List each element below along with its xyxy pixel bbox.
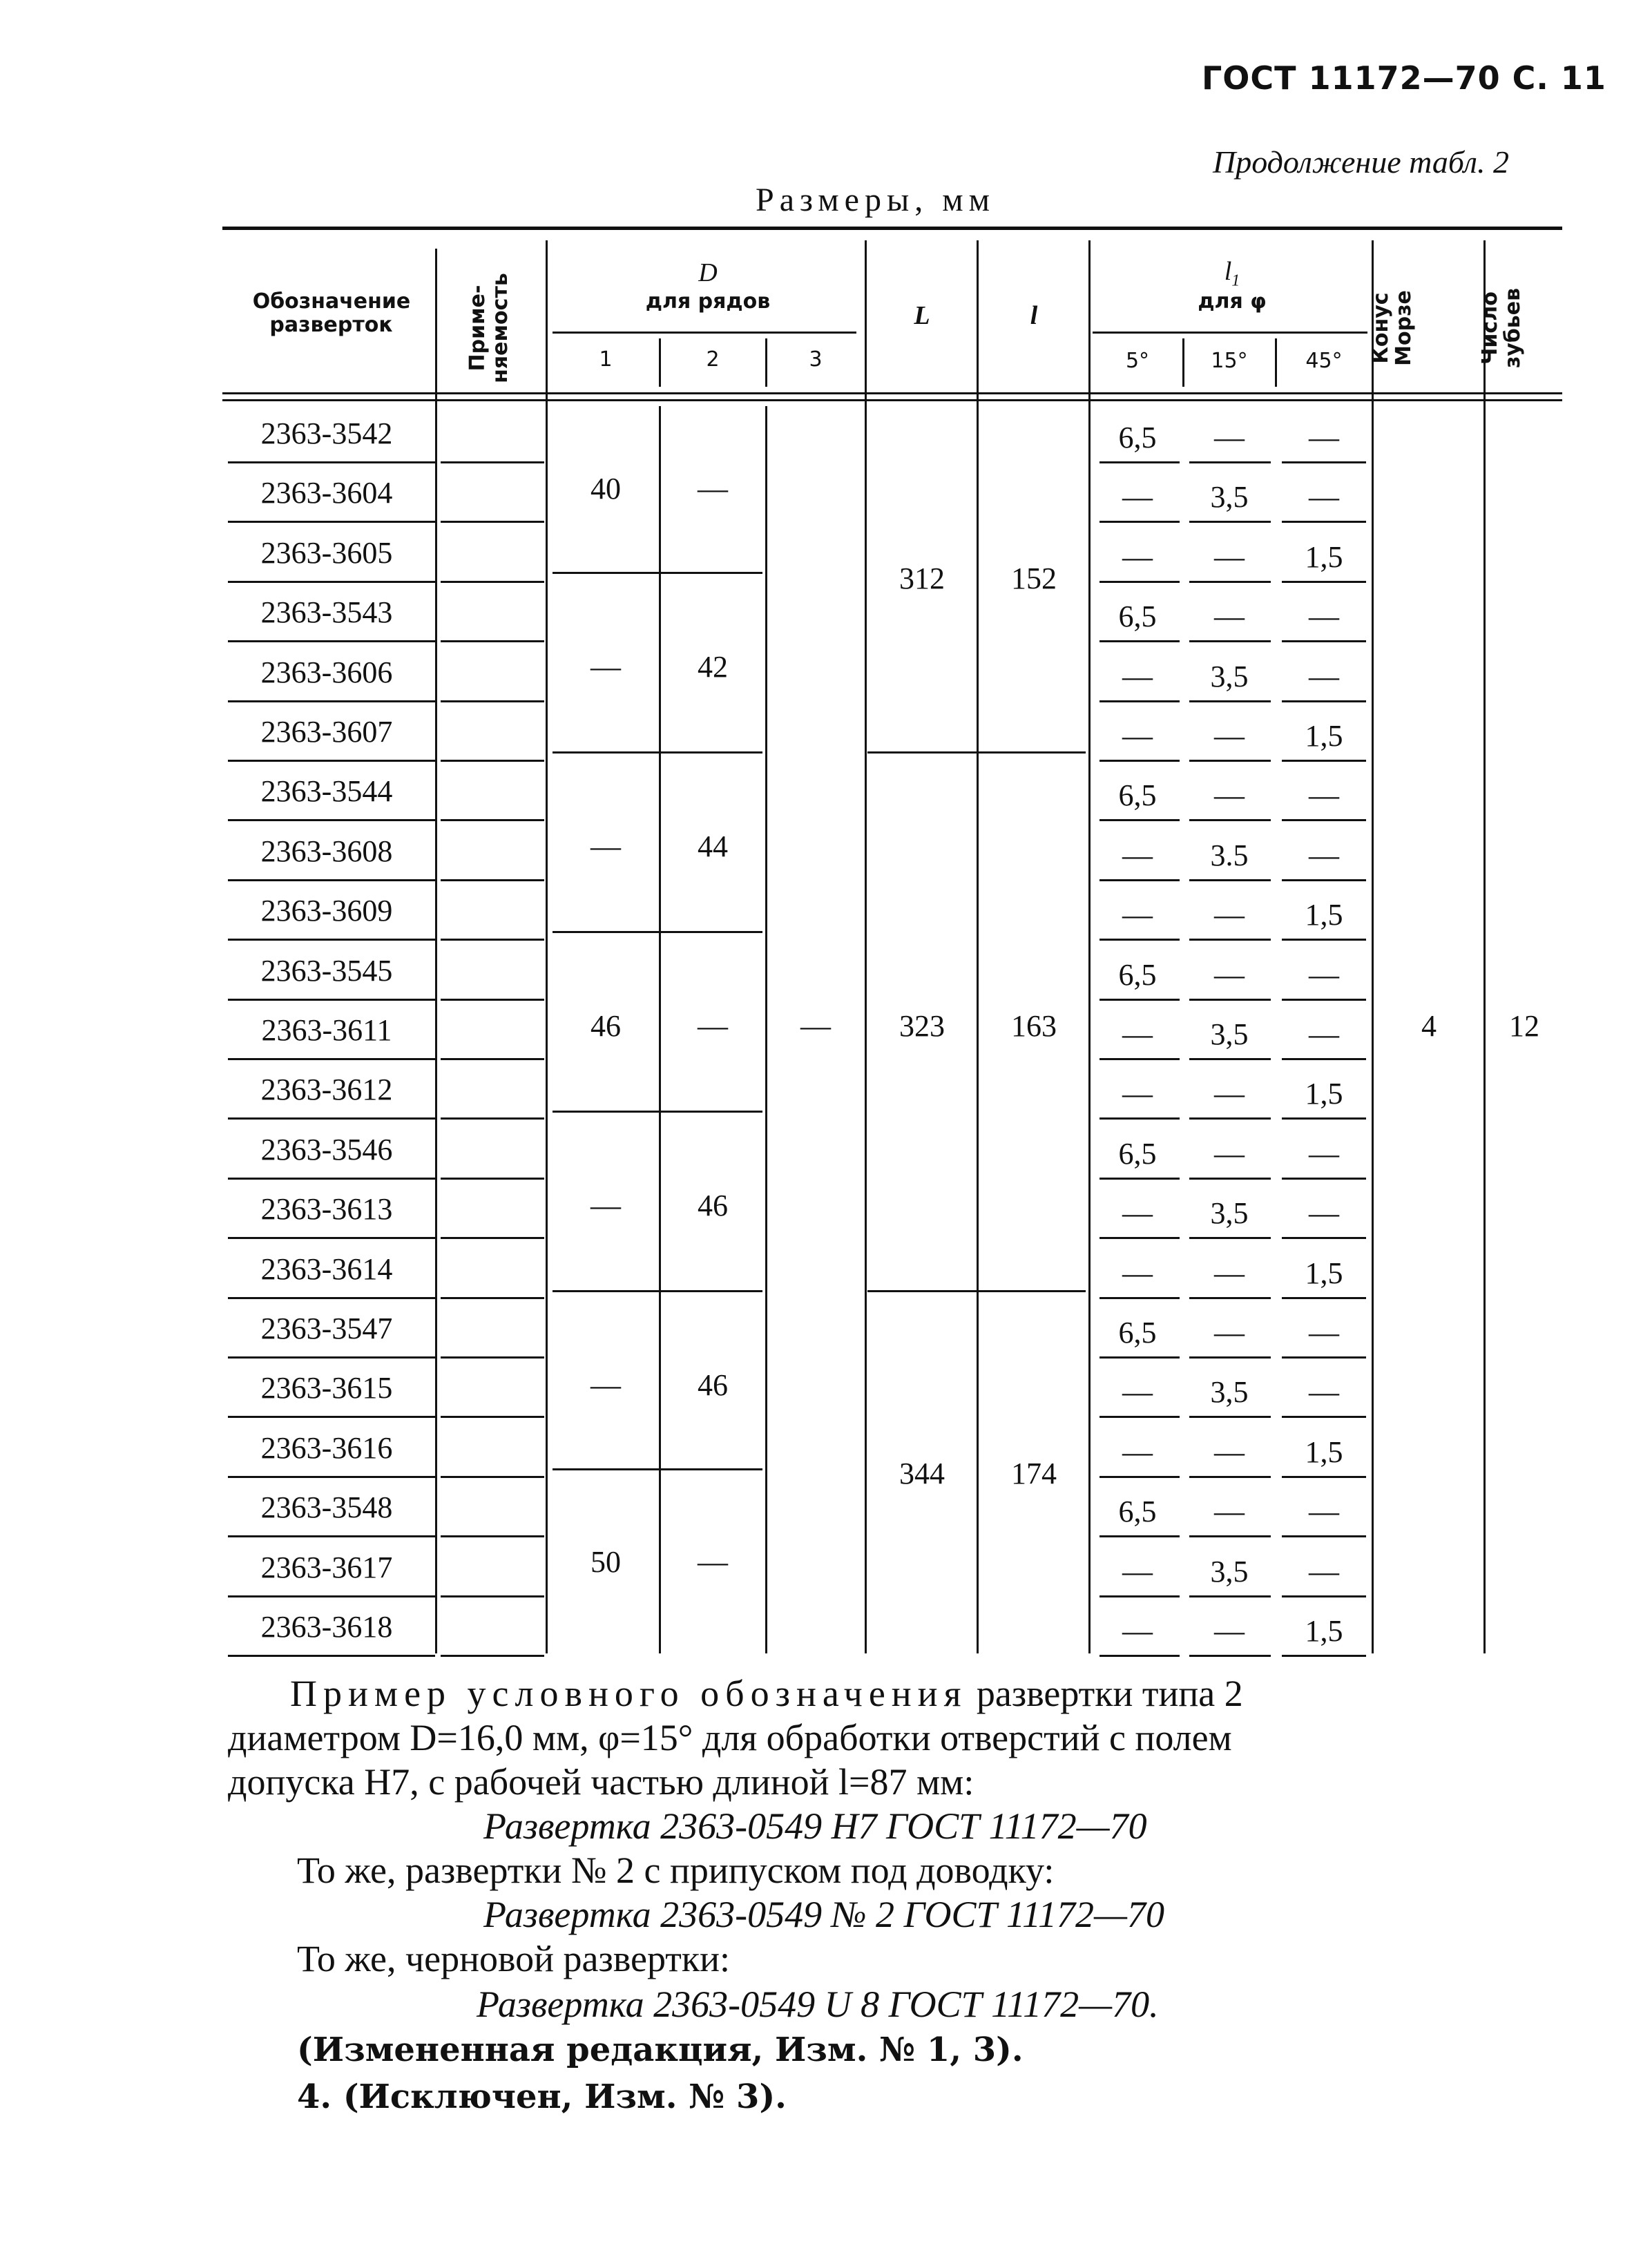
angle-15-underline: [1189, 521, 1271, 523]
header-angle-15: 15°: [1211, 349, 1248, 373]
d1-group-1: 40: [590, 472, 621, 506]
angle-45-cell: —: [1309, 778, 1339, 813]
angle-5-underline: [1099, 1655, 1180, 1657]
angle-15-underline: [1189, 1476, 1271, 1478]
angle-15-cell: —: [1214, 1077, 1245, 1111]
angle-45-cell: —: [1309, 957, 1339, 992]
angle-5-underline: [1099, 760, 1180, 762]
designation-underline: [228, 1535, 435, 1537]
designation-cell: 2363-3605: [260, 535, 393, 570]
designation-underline: [228, 1058, 435, 1060]
header-l1-letter: l: [1224, 257, 1232, 286]
angle-45-underline: [1282, 819, 1366, 821]
angle-15-cell: —: [1214, 1614, 1245, 1648]
header-bottom-rule-2: [222, 399, 1562, 401]
designation-cell: 2363-3608: [260, 834, 393, 868]
angle-5-underline: [1099, 521, 1180, 523]
designation-underline: [228, 1476, 435, 1478]
angle-5-cell: —: [1122, 480, 1153, 515]
angle-5-cell: —: [1122, 1375, 1153, 1410]
applicability-underline: [441, 1476, 544, 1478]
angle-45-underline: [1282, 1655, 1366, 1657]
angle-15-cell: 3,5: [1210, 1375, 1249, 1410]
applicability-underline: [441, 1416, 544, 1418]
teeth-value: 12: [1509, 1009, 1539, 1043]
angle-15-cell: —: [1214, 778, 1245, 813]
angle-45-underline: [1282, 700, 1366, 702]
angle-15-underline: [1189, 700, 1271, 702]
angle-15-underline: [1189, 879, 1271, 881]
designation-cell: 2363-3547: [260, 1312, 393, 1345]
col-sep-L: [977, 240, 979, 1653]
d-group-rule-1: [553, 572, 762, 574]
angle-15-cell: —: [1214, 719, 1245, 753]
designation-cell: 2363-3613: [260, 1192, 393, 1227]
angle-15-cell: —: [1214, 898, 1245, 932]
header-designation: Обозначение развертоκ: [252, 289, 411, 337]
angle-45-underline: [1282, 939, 1366, 941]
angle-5-cell: 6,5: [1118, 421, 1157, 454]
designation-underline: [228, 640, 435, 642]
applicability-underline: [441, 879, 544, 881]
angle-5-underline: [1099, 1356, 1180, 1359]
table-continuation: Продолжение табл. 2: [1213, 144, 1509, 180]
angle-15-cell: —: [1214, 1434, 1245, 1469]
designation-example-1: Развертка 2363-0549 H7 ГОСТ 11172—70: [483, 1805, 1147, 1847]
example-line-3: допуска H7, с рабочей частью длиной l=87 мм:: [228, 1761, 974, 1803]
designation-underline: [228, 521, 435, 523]
header-L: L: [914, 301, 930, 330]
header-morse: [1370, 259, 1418, 397]
amendment-note: (Измененная редакция, Изм. № 1, 3).: [297, 2031, 1024, 2069]
angle-5-underline: [1099, 999, 1180, 1001]
angle-5-cell: —: [1122, 1256, 1153, 1290]
angle-5-cell: 6,5: [1118, 778, 1157, 813]
angle-45-underline: [1282, 1356, 1366, 1359]
d1-group-4: 46: [590, 1009, 621, 1043]
designation-underline: [228, 1655, 435, 1657]
d1-group-2: —: [590, 650, 621, 684]
angle-15-underline: [1189, 581, 1271, 583]
angle-45-cell: 1,5: [1305, 1614, 1343, 1648]
d2-group-5: 46: [698, 1189, 728, 1222]
angle-5-cell: —: [1122, 539, 1153, 574]
applicability-underline: [441, 760, 544, 762]
angle-15-underline: [1189, 939, 1271, 941]
angle-45-underline: [1282, 760, 1366, 762]
angle-45-cell: —: [1309, 659, 1339, 693]
angle-15-cell: —: [1214, 957, 1245, 992]
d2-group-1: —: [698, 472, 728, 506]
angle-15-cell: —: [1214, 1495, 1245, 1529]
same-note-2: То же, черновой развертки:: [297, 1938, 731, 1979]
angle-45-underline: [1282, 461, 1366, 463]
d1-group-7: 50: [590, 1545, 621, 1579]
applicability-underline: [441, 640, 544, 642]
angle-45-cell: —: [1309, 1375, 1339, 1410]
designation-cell: 2363-3542: [260, 416, 393, 450]
designation-example-3: Развертка 2363-0549 U 8 ГОСТ 11172—70.: [477, 1984, 1159, 2025]
col-sep-designation: [435, 249, 437, 1653]
d2-group-6: 46: [698, 1368, 728, 1402]
d-group-rule-6: [553, 1468, 762, 1470]
angle-5-underline: [1099, 1535, 1180, 1537]
angle-45-cell: —: [1309, 599, 1339, 634]
angle-15-cell: 3,5: [1210, 1196, 1249, 1231]
header-applicability: [466, 224, 515, 432]
d-group-rule-4: [553, 1111, 762, 1113]
designation-example-2: Развертка 2363-0549 № 2 ГОСТ 11172—70: [483, 1894, 1165, 1935]
l1-subheader-rule: [1093, 332, 1367, 334]
example-line-2: диаметром D=16,0 мм, φ=15° для обработки отверстий с полем: [228, 1717, 1232, 1758]
col-sep-applicability: [546, 240, 548, 1653]
angle-5-cell: —: [1122, 719, 1153, 753]
excluded-note: 4. (Исключен, Изм. № 3).: [297, 2077, 787, 2116]
designation-underline: [228, 1356, 435, 1359]
header-d-sub: для рядов: [645, 289, 771, 314]
header-l1-sub: для φ: [1198, 289, 1267, 314]
applicability-underline: [441, 521, 544, 523]
d1-group-3: —: [590, 829, 621, 863]
applicability-underline: [441, 1117, 544, 1120]
designation-cell: 2363-3544: [260, 774, 393, 809]
designation-underline: [228, 700, 435, 702]
angle-45-underline: [1282, 640, 1366, 642]
angle-45-cell: —: [1309, 1554, 1339, 1588]
angle-15-underline: [1189, 1297, 1271, 1299]
designation-cell: 2363-3543: [260, 595, 393, 630]
angle-5-cell: 6,5: [1118, 1495, 1157, 1529]
angle-45-underline: [1282, 1595, 1366, 1597]
angle-15-underline: [1189, 1237, 1271, 1239]
angle-45-cell: —: [1309, 421, 1339, 454]
example-line-1: [290, 1671, 1243, 1716]
angle-15-underline: [1189, 760, 1271, 762]
angle-5-underline: [1099, 879, 1180, 881]
applicability-underline: [441, 700, 544, 702]
L-group-3: 344: [899, 1457, 945, 1490]
angle-45-underline: [1282, 879, 1366, 881]
header-l1-index: 1: [1231, 271, 1240, 290]
angle-5-cell: —: [1122, 1077, 1153, 1111]
angle-15-underline: [1189, 1178, 1271, 1180]
designation-underline: [228, 760, 435, 762]
angle-45-underline: [1282, 1117, 1366, 1120]
designation-cell: 2363-3545: [260, 953, 393, 988]
designation-underline: [228, 1595, 435, 1597]
designation-underline: [228, 1117, 435, 1120]
example-lead: Пример условного обозначения: [290, 1673, 968, 1714]
designation-cell: 2363-3616: [260, 1430, 393, 1465]
applicability-underline: [441, 1595, 544, 1597]
designation-cell: 2363-3606: [260, 655, 393, 689]
angle-5-underline: [1099, 1058, 1180, 1060]
units-caption: Размеры, мм: [756, 182, 995, 218]
designation-underline: [228, 1416, 435, 1418]
angle-15-underline: [1189, 1655, 1271, 1657]
designation-cell: 2363-3604: [260, 476, 393, 510]
header-angle-45: 45°: [1305, 349, 1343, 373]
applicability-underline: [441, 461, 544, 463]
applicability-underline: [441, 1655, 544, 1657]
angle-45-cell: 1,5: [1305, 1434, 1343, 1469]
angle-45-cell: —: [1309, 1196, 1339, 1231]
angle-5-cell: —: [1122, 1554, 1153, 1588]
angle-5-underline: [1099, 1297, 1180, 1299]
designation-underline: [228, 581, 435, 583]
angle-45-underline: [1282, 999, 1366, 1001]
angle-5-underline: [1099, 939, 1180, 941]
applicability-underline: [441, 1356, 544, 1359]
angle-45-underline: [1282, 1237, 1366, 1239]
angle-5-cell: 6,5: [1118, 1136, 1157, 1171]
angle-45-underline: [1282, 581, 1366, 583]
angle-15-underline: [1189, 1595, 1271, 1597]
angle-45-underline: [1282, 1178, 1366, 1180]
designation-underline: [228, 1237, 435, 1239]
designation-cell: 2363-3609: [260, 894, 393, 928]
angle-5-cell: 6,5: [1118, 1316, 1157, 1350]
header-row-3: 3: [809, 347, 823, 372]
d2-group-7: —: [698, 1545, 728, 1579]
angle-45-underline: [1282, 1297, 1366, 1299]
header-bottom-rule-1: [222, 392, 1562, 394]
L-group-rule-1: [867, 751, 1086, 754]
designation-cell: 2363-3615: [260, 1371, 393, 1405]
applicability-underline: [441, 1237, 544, 1239]
angle-45-underline: [1282, 1535, 1366, 1537]
angle-5-underline: [1099, 1178, 1180, 1180]
designation-cell: 2363-3614: [260, 1251, 393, 1286]
angle-5-underline: [1099, 700, 1180, 702]
col-sep-d: [865, 240, 867, 1653]
angle-15-cell: —: [1214, 599, 1245, 634]
col-sep-morse: [1483, 240, 1486, 1653]
angle-15-cell: —: [1214, 539, 1245, 574]
d3-value: —: [800, 1009, 831, 1043]
applicability-underline: [441, 939, 544, 941]
angle-5-cell: —: [1122, 1196, 1153, 1231]
angle-5-underline: [1099, 819, 1180, 821]
d-group-rule-3: [553, 931, 762, 933]
angle-5-cell: —: [1122, 659, 1153, 693]
designation-underline: [228, 939, 435, 941]
d2-group-3: 44: [698, 829, 728, 863]
designation-cell: 2363-3548: [260, 1490, 393, 1525]
angle-15-underline: [1189, 1416, 1271, 1418]
angle-45-cell: —: [1309, 480, 1339, 515]
angle-15-cell: —: [1214, 421, 1245, 454]
angle-45-underline: [1282, 1416, 1366, 1418]
angle-15-underline: [1189, 461, 1271, 463]
morse-value: 4: [1421, 1009, 1437, 1043]
applicability-underline: [441, 1058, 544, 1060]
angle-45-cell: 1,5: [1305, 539, 1343, 574]
angle-15-cell: —: [1214, 1256, 1245, 1290]
applicability-underline: [441, 581, 544, 583]
header-applicability-text: Приме- няемость: [465, 273, 512, 383]
applicability-underline: [441, 819, 544, 821]
angle-5-underline: [1099, 581, 1180, 583]
d-group-rule-5: [553, 1290, 762, 1292]
d2-group-2: 42: [698, 650, 728, 684]
header-teeth-text: Число зубьев: [1478, 287, 1525, 369]
angle-5-underline: [1099, 1117, 1180, 1120]
header-row-2: 2: [706, 347, 720, 372]
designation-cell: 2363-3612: [260, 1073, 393, 1107]
d2-group-4: —: [698, 1009, 728, 1043]
angle-5-underline: [1099, 1595, 1180, 1597]
angle-15-underline: [1189, 999, 1271, 1001]
angle-15-underline: [1189, 1117, 1271, 1120]
angle-45-underline: [1282, 1476, 1366, 1478]
d-subheader-rule: [553, 332, 856, 334]
applicability-underline: [441, 1178, 544, 1180]
angle-5-cell: —: [1122, 1017, 1153, 1051]
header-teeth: [1479, 259, 1527, 397]
designation-underline: [228, 1297, 435, 1299]
angle-15-cell: 3.5: [1210, 838, 1249, 872]
designation-cell: 2363-3618: [260, 1610, 393, 1644]
L-group-2: 323: [899, 1009, 945, 1043]
angle-45-cell: 1,5: [1305, 1256, 1343, 1290]
angle-5-underline: [1099, 1476, 1180, 1478]
d-group-rule-2: [553, 751, 762, 754]
d1-group-6: —: [590, 1368, 621, 1402]
designation-underline: [228, 999, 435, 1001]
header-l: l: [1030, 301, 1038, 330]
designation-cell: 2363-3607: [260, 715, 393, 749]
designation-underline: [228, 819, 435, 821]
angle-15-cell: 3,5: [1210, 659, 1249, 693]
L-group-1: 312: [899, 562, 945, 595]
header-d: D: [698, 258, 718, 287]
angle-15-underline: [1189, 819, 1271, 821]
angle-5-underline: [1099, 1416, 1180, 1418]
designation-underline: [228, 879, 435, 881]
header-l1: [1093, 257, 1372, 293]
angle-45-cell: —: [1309, 1316, 1339, 1350]
angle-15-underline: [1189, 1058, 1271, 1060]
applicability-underline: [441, 1535, 544, 1537]
angle-45-underline: [1282, 521, 1366, 523]
angle-15-cell: 3,5: [1210, 1554, 1249, 1588]
angle-45-cell: 1,5: [1305, 719, 1343, 753]
header-angle-5: 5°: [1125, 349, 1150, 373]
angle-45-cell: —: [1309, 1017, 1339, 1051]
angle-45-underline: [1282, 1058, 1366, 1060]
angle-15-cell: —: [1214, 1136, 1245, 1171]
d1-group-5: —: [590, 1189, 621, 1222]
angle-15-underline: [1189, 1535, 1271, 1537]
angle-5-cell: —: [1122, 898, 1153, 932]
angle-5-underline: [1099, 1237, 1180, 1239]
angle-15-underline: [1189, 640, 1271, 642]
table-top-border: [222, 227, 1562, 230]
angle-15-cell: 3,5: [1210, 1017, 1249, 1051]
applicability-underline: [441, 999, 544, 1001]
l-group-3: 174: [1011, 1457, 1057, 1490]
col-sep-l1: [1372, 240, 1374, 1653]
applicability-underline: [441, 1297, 544, 1299]
designation-cell: 2363-3546: [260, 1132, 393, 1167]
angle-45-cell: —: [1309, 1495, 1339, 1529]
angle-5-cell: 6,5: [1118, 599, 1157, 634]
angle-5-underline: [1099, 461, 1180, 463]
angle-5-cell: 6,5: [1118, 957, 1157, 992]
designation-underline: [228, 461, 435, 463]
angle-15-underline: [1189, 1356, 1271, 1359]
col-sep-l: [1088, 240, 1091, 1653]
designation-underline: [228, 1178, 435, 1180]
L-group-rule-2: [867, 1290, 1086, 1292]
angle-45-cell: 1,5: [1305, 1077, 1343, 1111]
angle-45-cell: —: [1309, 838, 1339, 872]
angle-15-cell: —: [1214, 1316, 1245, 1350]
angle-5-underline: [1099, 640, 1180, 642]
l-group-1: 152: [1011, 562, 1057, 595]
angle-5-cell: —: [1122, 1434, 1153, 1469]
angle-45-cell: 1,5: [1305, 898, 1343, 932]
page-reference: ГОСТ 11172—70 С. 11: [1202, 59, 1606, 97]
example-lead-rest: развертки типа 2: [967, 1673, 1243, 1714]
angle-15-cell: 3,5: [1210, 480, 1249, 515]
angle-45-cell: —: [1309, 1136, 1339, 1171]
header-row-1: 1: [599, 347, 613, 372]
header-morse-text: Конус Морзе: [1369, 290, 1416, 366]
angle-5-cell: —: [1122, 838, 1153, 872]
designation-cell: 2363-3617: [260, 1550, 393, 1584]
angle-5-cell: —: [1122, 1614, 1153, 1648]
same-note-1: То же, развертки № 2 с припуском под доводку:: [297, 1850, 1055, 1891]
designation-cell: 2363-3611: [261, 1013, 392, 1047]
l-group-2: 163: [1011, 1009, 1057, 1043]
